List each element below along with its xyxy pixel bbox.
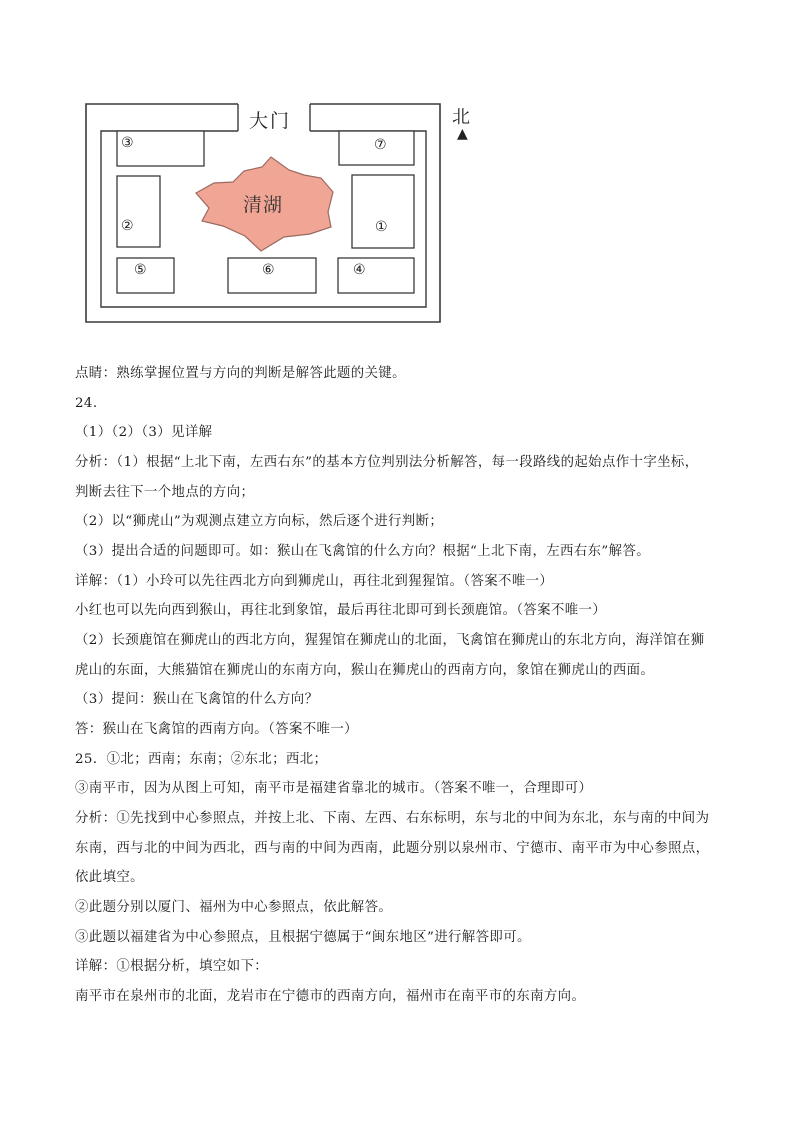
text-line: 详解：（1）小玲可以先往西北方向到狮虎山，再往北到猩猩馆。（答案不唯一） [75, 574, 554, 589]
gate-label: 大门 [249, 110, 292, 132]
text-line: ③南平市，因为从图上可知，南平市是福建省靠北的城市。（答案不唯一，合理即可） [75, 781, 593, 796]
text-line: 虎山的东面，大熊猫馆在狮虎山的东南方向，猴山在狮虎山的西南方向，象馆在狮虎山的西面。 [75, 663, 655, 678]
building-3-label: ③ [121, 135, 134, 151]
text-line: 答：猴山在飞禽馆的西南方向。（答案不唯一） [75, 722, 358, 737]
building-4-rect [338, 258, 414, 293]
lake-label: 清湖 [243, 194, 284, 216]
text-line: 依此填空。 [75, 870, 144, 885]
text-line: ③此题以福建省为中心参照点，且根据宁德属于“闽东地区”进行解答即可。 [75, 930, 531, 945]
text-line: ②此题分别以厦门、福州为中心参照点，依此解答。 [75, 900, 393, 915]
text-line-key-point: 点睛：熟练掌握位置与方向的判断是解答此题的关键。 [75, 366, 406, 381]
building-1-label: ① [375, 219, 388, 235]
text-line: （1）（2）（3）见详解 [75, 425, 213, 440]
text-line: 东南，西与北的中间为西北，西与南的中间为西南，此题分别以泉州市、宁德市、南平市为中心参照点， [75, 841, 710, 856]
building-6-label: ⑥ [262, 262, 275, 278]
text-line: 小红也可以先向西到猴山，再往北到象馆，最后再往北即可到长颈鹿馆。（答案不唯一） [75, 603, 607, 618]
park-map-figure [0, 0, 800, 340]
text-line: （2）以“狮虎山”为观测点建立方向标，然后逐个进行判断； [75, 514, 444, 529]
text-line: 分析：（1）根据“上北下南，左西右东”的基本方位判别法分析解答，每一段路线的起始点作十字坐标， [75, 455, 699, 470]
text-line: 详解：①根据分析，填空如下： [75, 959, 269, 974]
park-map-drawing [0, 0, 800, 340]
text-line: （3）提出合适的问题即可。如：猴山在飞禽馆的什么方向？根据“上北下南，左西右东”解答。 [75, 544, 651, 559]
building-4-label: ④ [353, 262, 366, 278]
building-2-rect [117, 176, 160, 247]
north-label: 北 [452, 107, 470, 128]
text-line: （3）提问：猴山在飞禽馆的什么方向？ [75, 692, 319, 707]
text-line: 判断去往下一个地点的方向； [75, 485, 255, 500]
building-1-rect [352, 175, 414, 248]
question-24-number: 24. [75, 396, 98, 411]
north-arrow-icon: ▲ [457, 126, 468, 142]
text-line: 南平市在泉州市的北面，龙岩市在宁德市的西南方向，福州市在南平市的东南方向。 [75, 989, 586, 1004]
text-line: （2）长颈鹿馆在狮虎山的西北方向，猩猩馆在狮虎山的北面，飞禽馆在狮虎山的东北方向，海洋馆在狮 [75, 633, 705, 648]
text-line: 分析：①先找到中心参照点，并按上北、下南、左西、右东标明，东与北的中间为东北，东与南的中间为 [75, 811, 710, 826]
building-5-label: ⑤ [134, 262, 147, 278]
building-7-label: ⑦ [374, 137, 387, 153]
building-2-label: ② [121, 218, 134, 234]
question-25-answer: 25．①北；西南；东南；②东北；西北； [75, 752, 328, 767]
